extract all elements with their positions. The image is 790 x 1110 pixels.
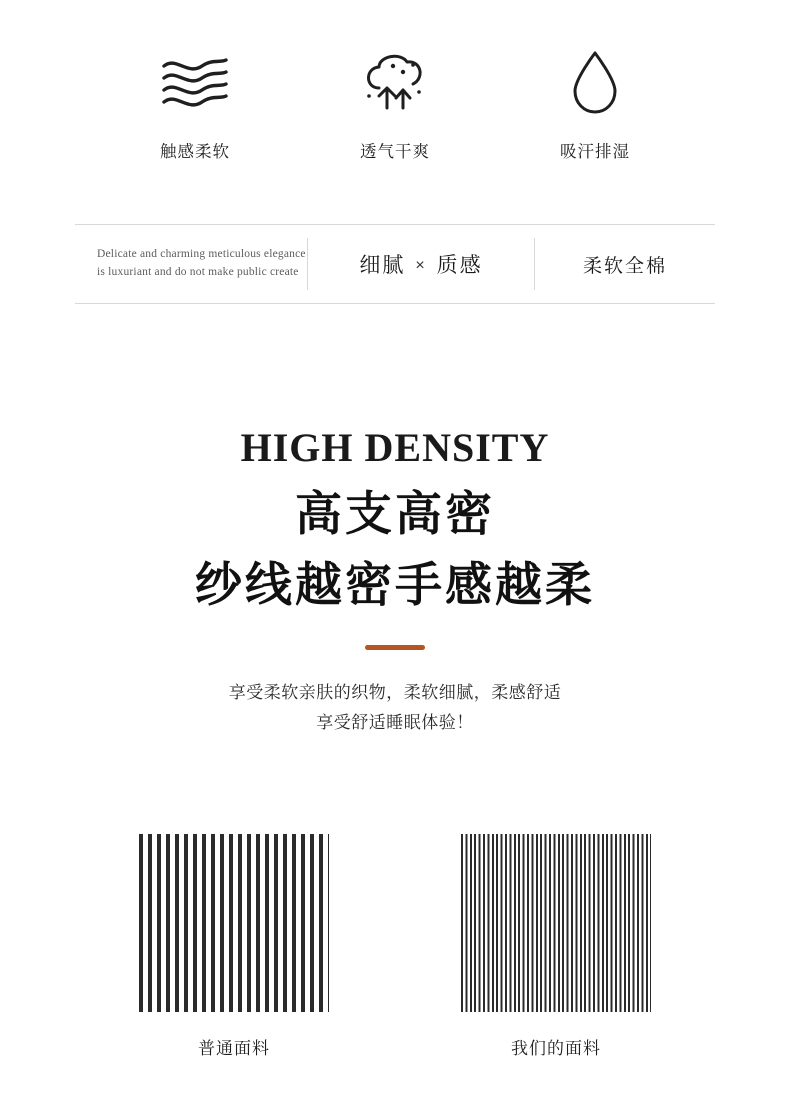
attribute-band: [75, 224, 715, 304]
band-english-text: Delicate and charming meticulous elegance is luxuriant and do not make public create: [97, 248, 306, 278]
band-english-cell: [75, 238, 307, 290]
feature-label: 触感柔软: [160, 143, 230, 161]
subtitle-line-1: 享受柔软亲肤的织物，柔软细腻，柔感舒适: [228, 683, 562, 702]
headline-subtitle: [0, 678, 790, 738]
feature-item: [495, 44, 695, 162]
comparison-item: [461, 834, 651, 1059]
band-right-text: 柔软全棉: [582, 255, 667, 277]
feature-item: [295, 44, 495, 162]
band-row: [75, 225, 715, 303]
headline-line-1: 高支高密: [295, 487, 495, 540]
band-middle-left: 细腻: [359, 254, 406, 277]
water-drop-icon: [567, 44, 623, 122]
feature-label: 吸汗排湿: [560, 143, 630, 161]
breathable-tree-icon: [357, 44, 433, 122]
band-middle-text: [359, 249, 482, 279]
feature-list: [0, 0, 790, 162]
band-middle-separator: ×: [415, 257, 427, 274]
headline-line-2: 纱线越密手感越柔: [195, 558, 595, 611]
dense-weave-swatch: [461, 834, 651, 1012]
soft-waves-icon: [158, 44, 232, 122]
feature-item: [95, 44, 295, 162]
comparison-label: 我们的面料: [511, 1038, 601, 1058]
fabric-comparison: [0, 834, 790, 1059]
band-right-cell: [535, 238, 715, 290]
headline-english: HIGH DENSITY: [240, 425, 550, 470]
comparison-label: 普通面料: [198, 1038, 270, 1058]
loose-weave-swatch: [139, 834, 329, 1012]
headline-block: [0, 424, 790, 738]
band-bottom-divider: [75, 303, 715, 304]
band-middle-cell: [307, 238, 535, 290]
feature-label: 透气干爽: [360, 143, 430, 161]
subtitle-line-2: 享受舒适睡眠体验！: [316, 712, 474, 732]
comparison-item: [139, 834, 329, 1059]
accent-rule: [365, 645, 425, 650]
band-middle-right: 质感: [436, 254, 483, 277]
